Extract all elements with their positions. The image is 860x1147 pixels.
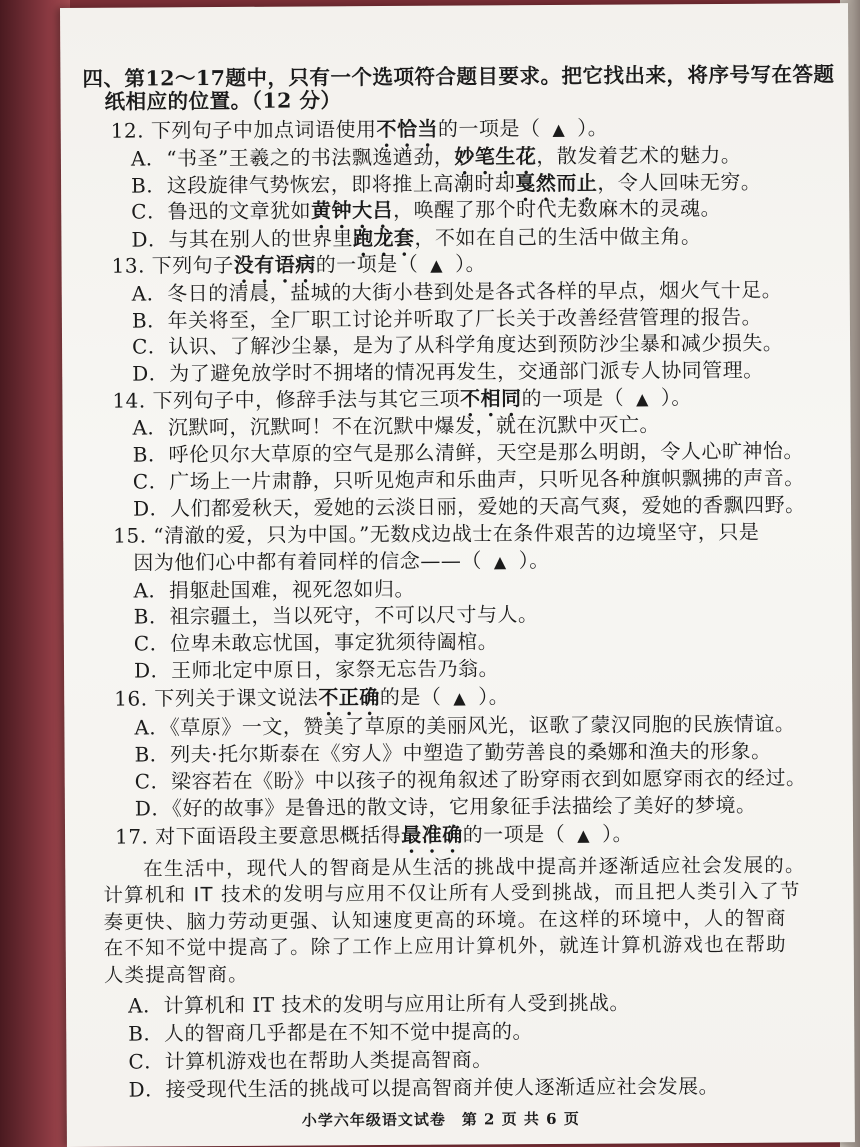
option-16a: A．《草原》一文，赞美了草原的美丽风光，讴歌了蒙汉同胞的民族情谊。	[134, 711, 796, 740]
option-15a: A．捐躯赴国难，视死忽如归。	[133, 576, 416, 603]
passage-line-5: 人类提高智商。	[103, 962, 249, 987]
passage-line-4: 在不知不觉中提高了。除了工作上应用计算机外，就连计算机游戏也在帮助	[103, 932, 787, 961]
question-16: 16. 下列关于课文说法不正确的是（ ▲ ）。	[114, 684, 510, 711]
option-13c: C．认识、了解沙尘暴，是为了从科学角度达到预防沙尘暴和减少损失。	[131, 331, 784, 360]
option-17d: D．接受现代生活的挑战可以提高智商并使人逐渐适应社会发展。	[128, 1073, 720, 1102]
option-12a: A．“书圣”王羲之的书法飘逸遒劲，妙笔生花，散发着艺术的魅力。	[130, 142, 742, 171]
option-13b: B．年关将至，全厂职工讨论并听取了厂长关于改善经营管理的报告。	[131, 304, 763, 333]
answer-blank-triangle: ▲	[430, 255, 444, 275]
option-12d: D．与其在别人的世界里跑龙套，不如在自己的生活中做主角。	[131, 223, 702, 252]
option-14d: D．人们都爱秋天，爱她的云淡日丽，爱她的天高气爽，爱她的香飘四野。	[132, 491, 806, 521]
passage-line-2: 计算机和 IT 技术的发明与应用不仅让所有人受到挑战，而且把人类引入了节	[103, 879, 801, 907]
emphasis-mark: 最准确	[401, 822, 463, 847]
option-12b: B．这段旋律气势恢宏，即将推上高潮时却戛然而止，令人回味无穷。	[131, 169, 762, 198]
option-13d: D．为了避免放学时不拥堵的情况再发生，交通部门派专人协同管理。	[132, 357, 764, 386]
question-15-line1: 15. “清澈的爱，只为中国。”无数戍边战士在条件艰苦的边境坚守，只是	[113, 519, 760, 548]
page-footer: 小学六年级语文试卷 第 2 页 共 6 页	[301, 1109, 580, 1130]
question-15-line2: 因为他们心中都有着同样的信念——（ ▲ ）。	[133, 547, 550, 575]
option-15c: C．位卑未敢忘忧国，事定犹须待阖棺。	[133, 629, 499, 656]
passage-line-3: 奏更快、脑力劳动更强、认知速度更高的环境。在这样的环境中，人的智商	[103, 906, 787, 934]
option-12c: C．鲁迅的文章犹如黄钟大吕，唤醒了那个时代无数麻木的灵魂。	[131, 196, 722, 224]
option-15d: D．王师北定中原日，家祭无忘告乃翁。	[133, 655, 500, 683]
exam-page	[60, 3, 855, 1147]
emphasis-mark: 没有语病	[233, 252, 316, 277]
option-17c: C．计算机游戏也在帮助人类提高智商。	[128, 1047, 493, 1074]
emphasis-mark: 不相同	[459, 385, 522, 411]
option-16c: C．梁容若在《盼》中以孩子的视角叙述了盼穿雨衣到如愿穿雨衣的经过。	[134, 765, 807, 794]
answer-blank-triangle: ▲	[453, 688, 467, 708]
option-16d: D．《好的故事》是鲁迅的散文诗，它用象征手法描绘了美好的梦境。	[134, 793, 757, 821]
emphasis-mark: 不恰当	[376, 116, 438, 141]
option-15b: B．祖宗疆土，当以死守，不可以尺寸与人。	[133, 602, 539, 629]
question-12: 12. 下列句子中加点词语使用不恰当的一项是（ ▲ ）。	[110, 115, 609, 143]
answer-blank-triangle: ▲	[493, 551, 507, 571]
question-14: 14. 下列句子中，修辞手法与其它三项不相同的一项是（ ▲ ）。	[112, 384, 692, 413]
passage-line-1: 在生活中，现代人的智商是从生活的挑战中提高并逐渐适应社会发展的。	[143, 853, 806, 881]
option-17a: A．计算机和 IT 技术的发明与应用让所有人受到挑战。	[128, 990, 631, 1018]
answer-blank-triangle: ▲	[552, 119, 566, 139]
answer-blank-triangle: ▲	[577, 825, 591, 845]
option-14a: A．沉默呵，沉默呵！不在沉默中爆发，就在沉默中灭亡。	[132, 412, 661, 440]
emphasis-mark: 不正确	[318, 684, 380, 710]
section-header-line1: 四、第12～17题中，只有一个选项符合题目要求。把它找出来，将序号写在答题	[82, 62, 835, 92]
section-header-line2: 纸相应的位置。（12 分）	[104, 88, 342, 115]
option-16b: B．列夫·托尔斯泰在《穷人》中塑造了勤劳善良的桑娜和渔夫的形象。	[134, 739, 772, 768]
option-14c: C．广场上一片肃静，只听见炮声和乐曲声，只听见各种旗帜飘拂的声音。	[132, 465, 805, 494]
desk-background-left	[0, 0, 70, 1147]
question-17: 17. 对下面语段主要意思概括得最准确的一项是（ ▲ ）。	[114, 821, 634, 849]
option-17b: B．人的智商几乎都是在不知不觉中提高的。	[128, 1018, 534, 1046]
answer-blank-triangle: ▲	[636, 388, 649, 409]
question-13: 13. 下列句子没有语病的一项是（ ▲ ）。	[111, 251, 487, 278]
option-14b: B．呼伦贝尔大草原的空气是那么清鲜，天空是那么明朗，令人心旷神怡。	[132, 438, 804, 468]
option-13a: A．冬日的清晨，盐城的大街小巷到处是各式各样的早点，烟火气十足。	[131, 277, 783, 306]
